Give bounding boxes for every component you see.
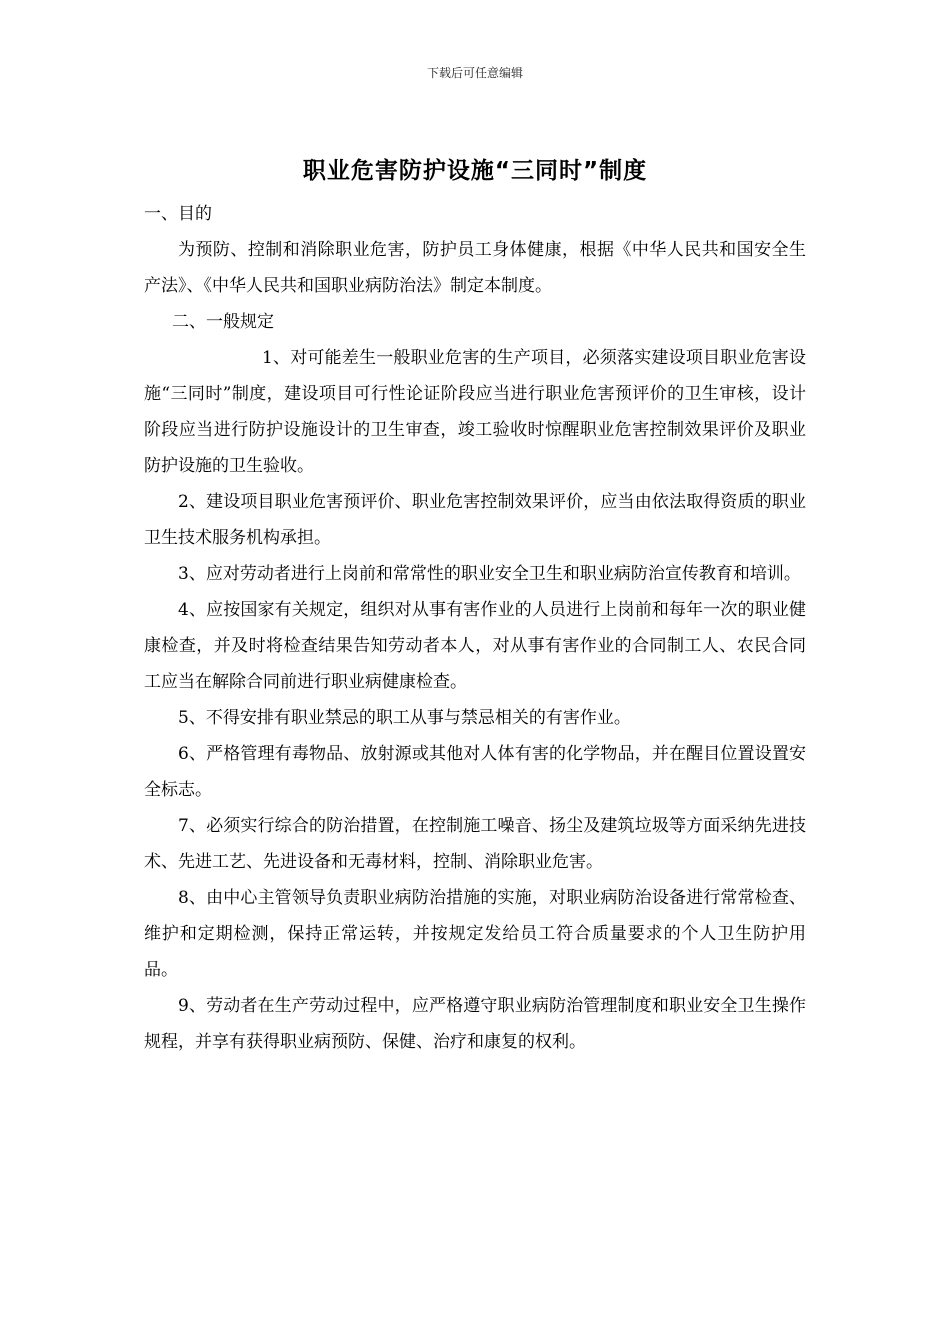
section-heading-purpose: 一、目的 — [144, 204, 212, 224]
document-body — [144, 196, 806, 1060]
rule-item-3: 3、应对劳动者进行上岗前和常常性的职业安全卫生和职业病防治宣传教育和培训。 — [178, 564, 801, 584]
document-title: 职业危害防护设施“三同时”制度 — [302, 158, 648, 184]
rule-item-9: 9、劳动者在生产劳动过程中，应严格遵守职业病防治管理制度和职业安全卫生操作规程，并享有获得职业病预防、保健、治疗和康复的权利。 — [144, 996, 806, 1052]
header-note: 下载后可任意编辑 — [426, 66, 523, 80]
rule-item-4: 4、应按国家有关规定，组织对从事有害作业的人员进行上岗前和每年一次的职业健康检查，并及时将检查结果告知劳动者本人，对从事有害作业的合同制工人、农民合同工应当在解除合同前进行职业病健康检查。 — [144, 600, 806, 692]
rule-item-8: 8、由中心主管领导负责职业病防治措施的实施，对职业病防治设备进行常常检查、维护和定期检测，保持正常运转，并按规定发给员工符合质量要求的个人卫生防护用品。 — [144, 888, 806, 980]
rule-item-7: 7、必须实行综合的防治措置，在控制施工噪音、扬尘及建筑垃圾等方面采纳先进技术、先进工艺、先进设备和无毒材料，控制、消除职业危害。 — [144, 816, 806, 872]
section-heading-general: 二、一般规定 — [172, 312, 274, 332]
rule-item-6: 6、严格管理有毒物品、放射源或其他对人体有害的化学物品，并在醒目位置设置安全标志。 — [144, 744, 806, 800]
purpose-paragraph: 为预防、控制和消除职业危害，防护员工身体健康，根据《中华人民共和国安全生产法》、《中华人民共和国职业病防治法》制定本制度。 — [144, 240, 806, 296]
rule-item-2: 2、建设项目职业危害预评价、职业危害控制效果评价，应当由依法取得资质的职业卫生技术服务机构承担。 — [144, 492, 806, 548]
rule-item-1: 1、对可能差生一般职业危害的生产项目，必须落实建设项目职业危害设施“三同时”制度，建设项目可行性论证阶段应当进行职业危害预评价的卫生审核，设计阶段应当进行防护设施设计的卫生审查，竣工验收时惊醒职业危害控制效果评价及职业防护设施的卫生验收。 — [144, 348, 806, 476]
rule-item-5: 5、不得安排有职业禁忌的职工从事与禁忌相关的有害作业。 — [178, 708, 631, 728]
